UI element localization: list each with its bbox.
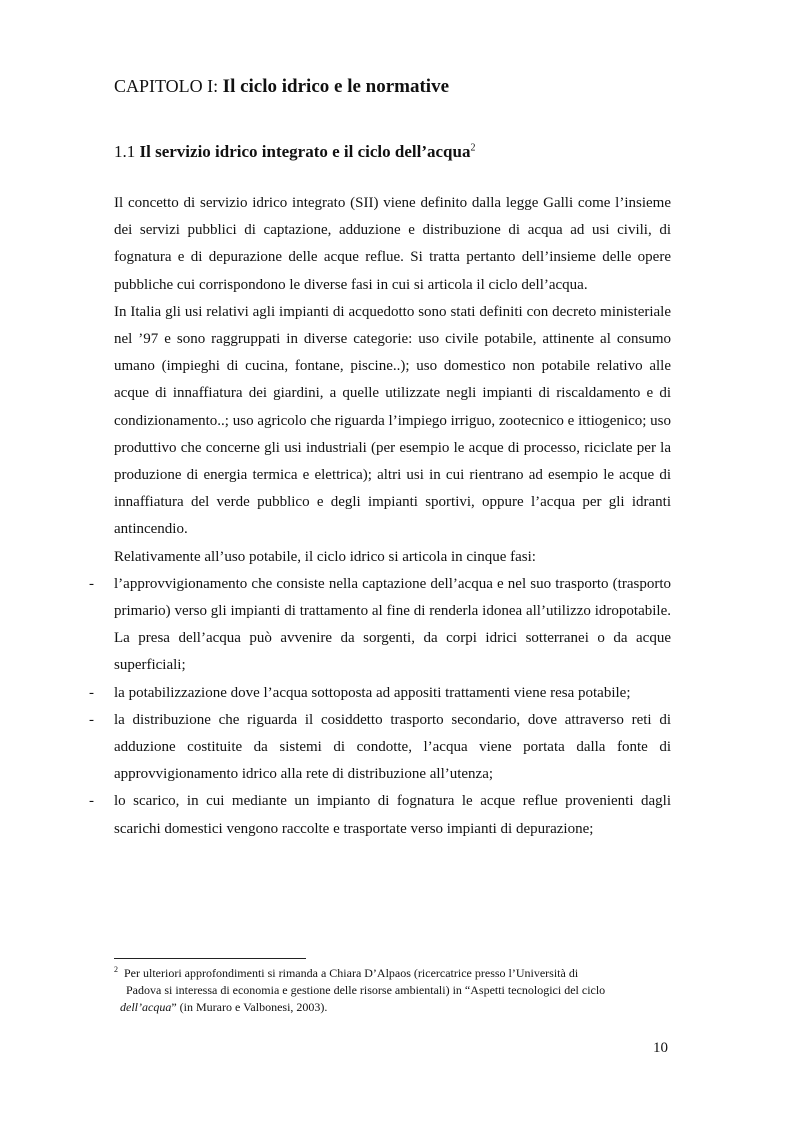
list-item-text: l’approvvigionamento che consiste nella captazione dell’acqua e nel suo trasporto (trasporto primario) verso gli impianti di trattamento al fine di renderla idonea all’utilizzo idropotabile. La presa dell’acqua può avvenire da sorgenti, da corpi idrici sotterranei o da acque superficiali; xyxy=(114,575,671,674)
list-item-text: lo scarico, in cui mediante un impianto di fognatura le acque reflue provenienti dagli scarichi domestici vengono raccolte e trasportate verso impianti di depurazione; xyxy=(114,793,671,837)
chapter-heading xyxy=(114,76,449,98)
footnote-mark: 2 xyxy=(114,965,118,974)
footnote-separator xyxy=(114,958,306,959)
footnote xyxy=(114,965,674,1016)
footnote-line: Padova si interessa di economia e gestione delle risorse ambientali) in “Aspetti tecnologici del ciclo xyxy=(126,983,606,997)
section-number: 1.1 xyxy=(114,142,136,161)
footnote-italic-title: dell’acqua xyxy=(120,1000,172,1014)
chapter-title: Il ciclo idrico e le normative xyxy=(222,76,450,97)
page-number: 10 xyxy=(653,1040,668,1056)
paragraph: Relativamente all’uso potabile, il ciclo idrico si articola in cinque fasi: xyxy=(114,548,536,565)
section-heading xyxy=(114,142,475,162)
list-bullet: - xyxy=(89,575,94,592)
paragraph: In Italia gli usi relativi agli impianti di acquedotto sono stati definiti con decreto ministeriale nel ’97 e sono raggruppati in diverse categorie: uso civile potabile, attinente al consumo umano (impieghi di cucina, fontane, piscine..); uso domestico non potabile relativo alle acque di innaffiatura dei giardini, a quelle utilizzate negli impianti di riscaldamento e di condizionamento..; uso agricolo che riguarda l’impiego irriguo, zootecnico e ittiogenico; uso produttivo che concerne gli usi industriali (per esempio le acque di processo, riciclate per la produzione di energia termica e elettrica); altri usi in cui rientrano ad esempio le acque di innaffiatura del verde pubblico e degli impianti sportivi, oppure l’acqua per gli idranti antincendio. xyxy=(114,303,671,538)
list-bullet: - xyxy=(89,684,94,701)
section-title: Il servizio idrico integrato e il ciclo dell’acqua xyxy=(139,142,471,161)
list-item xyxy=(89,788,671,842)
list-bullet: - xyxy=(89,793,94,810)
phase-list xyxy=(89,571,671,843)
list-item-text: la distribuzione che riguarda il cosiddetto trasporto secondario, dove attraverso reti di adduzione costituite da sistemi di condotte, l’acqua viene portata dalla fonte di approvvigionamento idrico alla rete di distribuzione all’utenza; xyxy=(114,711,671,783)
footnote-line: $^2$ Per ulteriori approfondimenti si rimanda a Chiara D’Alpaos (ricercatrice presso l’Università di xyxy=(114,965,579,980)
body-text xyxy=(89,190,671,843)
list-item-text: la potabilizzazione dove l’acqua sottoposta ad appositi trattamenti viene resa potabile; xyxy=(114,684,631,701)
list-item xyxy=(89,680,671,707)
footnote-reference[interactable]: 2 xyxy=(470,142,476,154)
list-bullet: - xyxy=(89,711,94,728)
list-item xyxy=(89,707,671,789)
chapter-label: CAPITOLO I: xyxy=(114,76,219,96)
footnote-line: dell’acqua” (in Muraro e Valbonesi, 2003). xyxy=(120,1000,328,1014)
paragraph: Il concetto di servizio idrico integrato (SII) viene definito dalla legge Galli come l’insieme dei servizi pubblici di captazione, adduzione e distribuzione di acqua ad usi civili, di fognatura e di depurazione delle acque reflue. Si tratta pertanto dell’insieme delle opere pubbliche cui corrispondono le diverse fasi in cui si articola il ciclo dell’acqua. xyxy=(114,195,671,293)
list-item xyxy=(89,571,671,680)
